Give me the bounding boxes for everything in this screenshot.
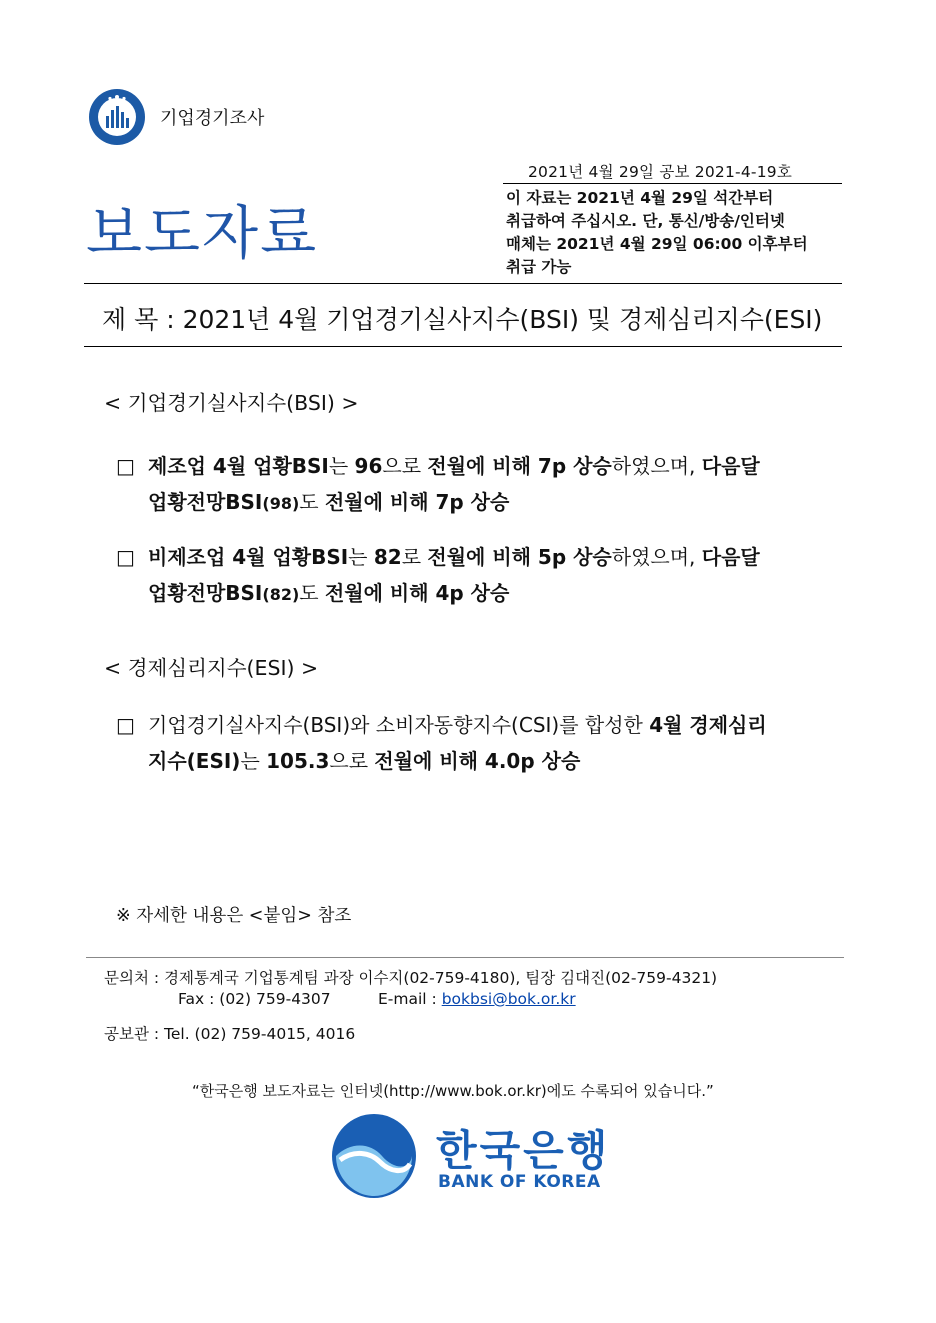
checkbox-marker: □ — [116, 713, 135, 737]
release-date: 2021년 4월 29일 공보 2021-4-19호 — [528, 163, 792, 181]
bold-text: 105.3 — [266, 749, 330, 773]
bold-text: 전월에 비해 4p 상승 — [324, 581, 510, 605]
website-note: “한국은행 보도자료는 인터넷(http://www.bok.or.kr)에도 수록되어 있습니다.” — [192, 1082, 714, 1100]
text: 로 — [401, 545, 428, 569]
checkbox-marker: □ — [116, 545, 135, 569]
text: 도 — [299, 490, 325, 514]
bullet-line — [148, 539, 832, 575]
fax-number: (02) 759-4307 — [219, 990, 331, 1008]
text: 기업경기실사지수(BSI)와 소비자동향지수(CSI)를 합성한 — [148, 713, 650, 737]
email-label: E-mail : — [378, 990, 437, 1008]
subject-line: 제 목 : 2021년 4월 기업경기실사지수(BSI) 및 경제심리지수(ESI) — [102, 305, 823, 334]
bold-text: 다음달 — [701, 454, 760, 478]
text: 으로 — [329, 749, 375, 773]
bold-text: 82 — [373, 545, 402, 569]
inquiry-text: 경제통계국 기업통계팀 과장 이수지(02-759-4180), 팀장 김대진(02-759-4321) — [164, 969, 718, 987]
email-row — [378, 990, 576, 1008]
text: 으로 — [382, 454, 428, 478]
text: 도 — [299, 581, 325, 605]
text: 는 — [348, 545, 374, 569]
checkbox-marker: □ — [116, 454, 135, 478]
statistics-seal-logo — [88, 88, 146, 146]
bold-text: 제조업 4월 업황BSI — [148, 454, 329, 478]
bold-text: 지수(ESI) — [148, 749, 241, 773]
divider — [84, 346, 842, 347]
org-name: 기업경기조사 — [160, 108, 265, 129]
bsi-section-heading: < 기업경기실사지수(BSI) > — [104, 391, 359, 415]
fax-row — [178, 990, 331, 1008]
esi-section-heading: < 경제심리지수(ESI) > — [104, 656, 319, 680]
pr-row — [104, 1022, 355, 1044]
bold-text: 비제조업 4월 업황BSI — [148, 545, 349, 569]
bold-text: 업황전망BSI — [148, 490, 263, 514]
text: 는 — [328, 454, 355, 478]
bold-text: 다음달 — [701, 545, 760, 569]
bold-text: 전월에 비해 7p 상승 — [324, 490, 510, 514]
bold-text: 4월 경제심리 — [649, 713, 767, 737]
divider — [86, 957, 844, 958]
pr-label: 공보관 : — [104, 1025, 160, 1043]
embargo-line: 취급 가능 — [506, 258, 572, 276]
bold-text: (98) — [262, 494, 300, 513]
page-title: 보도자료 — [86, 199, 319, 267]
reference-note: ※ 자세한 내용은 <붙임> 참조 — [116, 906, 352, 926]
bold-text: 96 — [354, 454, 383, 478]
bullet-line — [148, 743, 832, 779]
bullet-non-manufacturing — [116, 539, 832, 613]
bullet-line — [148, 575, 832, 613]
bank-of-korea-korean-name: 한국은행 — [436, 1126, 611, 1175]
bank-of-korea-emblem-icon — [330, 1112, 418, 1200]
embargo-line: 매체는 2021년 4월 29일 06:00 이후부터 — [506, 235, 808, 253]
bullet-manufacturing — [116, 448, 832, 522]
pr-tel: Tel. (02) 759-4015, 4016 — [164, 1025, 356, 1043]
embargo-line: 취급하여 주십시오. 단, 통신/방송/인터넷 — [506, 212, 785, 230]
divider — [503, 183, 842, 184]
inquiry-row — [104, 966, 717, 988]
bullet-line — [148, 707, 832, 743]
bold-text: 전월에 비해 4.0p 상승 — [374, 749, 581, 773]
fax-label: Fax : — [178, 990, 215, 1008]
bullet-line — [148, 484, 832, 522]
bold-text: (82) — [262, 585, 300, 604]
email-link[interactable]: bokbsi@bok.or.kr — [441, 990, 576, 1008]
text: 하였으며, — [611, 545, 702, 569]
inquiry-label: 문의처 : — [104, 969, 160, 987]
bold-text: 전월에 비해 5p 상승 — [427, 545, 612, 569]
text: 는 — [240, 749, 267, 773]
bold-text: 업황전망BSI — [148, 581, 263, 605]
embargo-notice — [506, 187, 836, 279]
bullet-esi — [116, 707, 832, 779]
bold-text: 전월에 비해 7p 상승 — [427, 454, 612, 478]
bullet-line — [148, 448, 832, 484]
text: 하였으며, — [611, 454, 702, 478]
embargo-line: 이 자료는 2021년 4월 29일 석간부터 — [506, 189, 774, 207]
divider — [84, 283, 842, 284]
bank-of-korea-english-name: BANK OF KOREA — [438, 1172, 601, 1192]
